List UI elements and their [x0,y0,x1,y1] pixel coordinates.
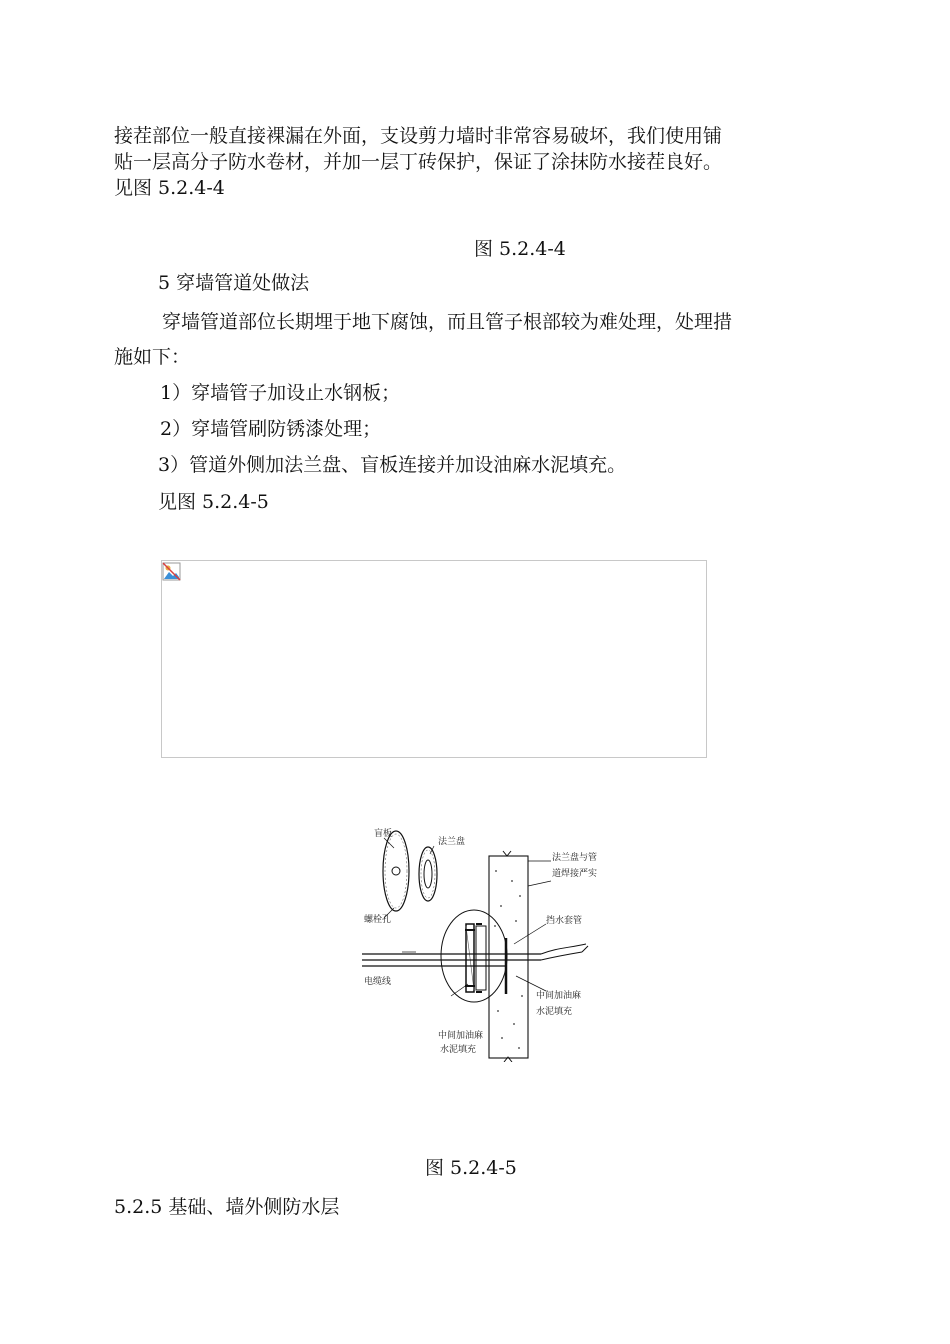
broken-image-icon [162,562,182,582]
list-item: 1）穿墙管子加设止水钢板； [160,382,401,404]
label-blind-plate: 盲板 [374,829,393,839]
wall-section [489,851,528,1062]
paragraph-line: 见图 5.2.4-4 [114,177,225,199]
label-fill-right-1: 中间加油麻 [536,991,582,1001]
flange-drawing [419,847,437,901]
label-flange: 法兰盘 [438,837,466,847]
list-item: 2）穿墙管刷防锈漆处理； [160,418,382,440]
label-cable: 电缆线 [364,977,392,987]
section-heading: 5 穿墙管道处做法 [158,272,310,294]
see-figure-text: 见图 5.2.4-5 [158,491,269,513]
label-fill-bottom-2: 水泥填充 [440,1045,477,1055]
broken-image-placeholder [161,560,707,758]
label-fill-bottom-1: 中间加油麻 [438,1031,484,1041]
paragraph-line: 接茬部位一般直接裸漏在外面，支设剪力墙时非常容易破坏，我们使用铺 [114,125,723,147]
blind-plate-drawing [383,831,409,911]
list-item: 3）管道外侧加法兰盘、盲板连接并加设油麻水泥填充。 [158,454,627,476]
pipe-through-wall-diagram [356,826,620,1062]
paragraph-line: 贴一层高分子防水卷材，并加一层丁砖保护，保证了涂抹防水接茬良好。 [114,151,723,173]
paragraph-line: 穿墙管道部位长期埋于地下腐蚀，而且管子根部较为难处理，处理措 [162,311,733,333]
figure-caption: 图 5.2.4-5 [425,1157,517,1179]
label-bolt-hole: 螺栓孔 [364,915,392,925]
label-water-stop: 挡水套管 [546,916,583,926]
label-fill-right-2: 水泥填充 [536,1007,573,1017]
paragraph-line: 施如下： [114,346,191,368]
section-heading: 5.2.5 基础、墙外侧防水层 [114,1196,340,1218]
label-flange-weld-1: 法兰盘与管 [552,853,598,863]
label-flange-weld-2: 道焊接严实 [552,869,598,879]
figure-caption: 图 5.2.4-4 [474,238,566,260]
